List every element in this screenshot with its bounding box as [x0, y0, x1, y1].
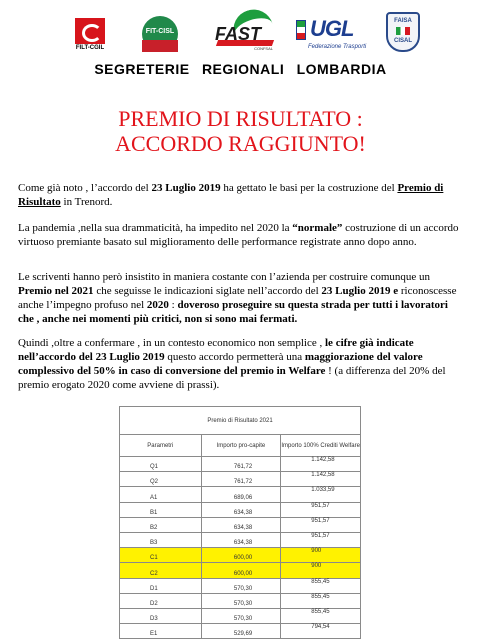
pro-capite-cell: 600,00 — [201, 548, 281, 563]
param-cell: Q2 — [120, 472, 202, 487]
welfare-cell: 900 — [281, 548, 361, 563]
p1-text-c: ha gettato le basi per la costruzione del — [220, 182, 398, 194]
welfare-cell: 855,45 — [281, 593, 361, 608]
pro-capite-cell: 634,38 — [201, 532, 281, 547]
faisa-shield-icon — [386, 12, 420, 52]
param-cell: A1 — [120, 487, 202, 502]
param-cell: B3 — [120, 532, 202, 547]
pro-capite-cell: 570,30 — [201, 608, 281, 623]
table-body — [120, 457, 361, 639]
table-row — [120, 593, 361, 608]
p3-text-g: : — [168, 299, 178, 311]
paragraph-2 — [18, 221, 464, 249]
param-cell: B1 — [120, 502, 202, 517]
pro-capite-cell: 761,72 — [201, 472, 281, 487]
p1-date: 23 Luglio 2019 — [151, 182, 221, 194]
pro-capite-cell: 570,30 — [201, 593, 281, 608]
param-cell: B2 — [120, 517, 202, 532]
pro-capite-cell: 634,38 — [201, 517, 281, 532]
ugl-logo — [296, 18, 378, 58]
welfare-cell: 1.142,58 — [281, 472, 361, 487]
table-caption: Premio di Risultato 2021 — [120, 407, 361, 435]
fast-label: FAST — [215, 24, 262, 44]
table-row — [120, 563, 361, 578]
paragraph-4 — [18, 336, 464, 392]
ugl-flag-icon — [296, 20, 306, 40]
param-cell: E1 — [120, 624, 202, 639]
p4-text-e: ! (a differenza del 20% del premio erogato 2020 come avviene di prassi). — [18, 365, 446, 391]
pro-capite-cell: 634,38 — [201, 502, 281, 517]
p3-text-e: riconoscesse anche l’impegno profuso nel — [18, 285, 457, 311]
p4-cifre: le cifre già indicate nell’accordo del 23 Luglio 2019 — [18, 337, 414, 363]
p3-text-c: che seguisse le indicazioni siglate nell’accordo del — [93, 285, 322, 297]
p1-premio: Premio di Risultato — [18, 182, 444, 208]
logo-row — [0, 6, 481, 58]
fast-logo — [207, 10, 275, 54]
pro-capite-cell: 600,00 — [201, 563, 281, 578]
p1-text-e: in Trenord. — [60, 196, 113, 208]
p4-text-a: Quindi ,oltre a confermare , in un contesto economico non semplice , — [18, 337, 325, 349]
pro-capite-cell: 761,72 — [201, 457, 281, 472]
ugl-label: UGL — [310, 16, 354, 41]
faisa-cisal-logo — [386, 12, 424, 58]
welfare-cell: 1.033,59 — [281, 487, 361, 502]
ugl-sub-label: Federazione Trasporti — [308, 44, 367, 50]
filt-cgil-label: FILT-CGIL — [75, 45, 105, 51]
paragraph-3 — [18, 270, 464, 326]
welfare-cell: 900 — [281, 563, 361, 578]
table-row — [120, 502, 361, 517]
param-cell: D3 — [120, 608, 202, 623]
p3-doveroso: doveroso proseguire su questa strada per tutti i lavoratori che , anche nei momenti più critici, non si sono mai fermati. — [18, 299, 448, 325]
p2-normale: “normale” — [292, 222, 343, 234]
welfare-cell: 794,54 — [281, 624, 361, 639]
param-cell: D1 — [120, 578, 202, 593]
welfare-cell: 1.142,58 — [281, 457, 361, 472]
p1-text-a: Come già noto , l’accordo del — [18, 182, 152, 194]
table-row — [120, 472, 361, 487]
segreterie-heading: SEGRETERIE REGIONALI LOMBARDIA — [94, 61, 387, 77]
p2-text-c: costruzione di un accordo virtuoso premiante basato sul miglioramento delle performance registrate anno dopo anno. — [18, 222, 459, 248]
fit-cisl-label: FIT-CISL — [145, 28, 175, 35]
fast-small-label: CONFSAL — [254, 46, 273, 51]
welfare-cell: 855,45 — [281, 608, 361, 623]
table-row — [120, 457, 361, 472]
p3-2020: 2020 — [146, 299, 169, 311]
param-cell: C2 — [120, 563, 202, 578]
p3-premio-2021: Premio nel 2021 — [18, 285, 94, 297]
table-row — [120, 624, 361, 639]
p4-text-c: questo accordo permetterà una — [164, 351, 305, 363]
welfare-cell: 951,57 — [281, 502, 361, 517]
filt-cgil-logo — [70, 18, 110, 52]
pro-capite-cell: 689,06 — [201, 487, 281, 502]
page-title — [0, 106, 481, 156]
table-row — [120, 532, 361, 547]
paragraph-1 — [18, 181, 464, 209]
table-row — [120, 487, 361, 502]
table-row — [120, 517, 361, 532]
p4-maggiorazione: maggiorazione del valore complessivo del 50% in caso di conversione del premio in Welfare — [18, 351, 423, 377]
header-parametri: Parametri — [120, 435, 202, 457]
param-cell: D2 — [120, 593, 202, 608]
welfare-cell: 951,57 — [281, 532, 361, 547]
faisa-flag-icon — [396, 27, 410, 35]
param-cell: C1 — [120, 548, 202, 563]
table-row — [120, 548, 361, 563]
premio-table — [119, 406, 361, 639]
header-importo-welfare: Importo 100% Crediti Welfare — [281, 435, 361, 457]
p3-text-a: Le scriventi hanno però insistito in maniera costante con l’azienda per costruire comunque un — [18, 271, 431, 283]
p2-text-a: La pandemia ,nella sua drammaticità, ha impedito nel 2020 la — [18, 222, 293, 234]
cisal-label: CISAL — [394, 38, 412, 44]
table-row — [120, 608, 361, 623]
param-cell: Q1 — [120, 457, 202, 472]
faisa-label: FAISA — [394, 18, 412, 24]
table-row — [120, 578, 361, 593]
welfare-cell: 855,45 — [281, 578, 361, 593]
fit-cisl-logo — [138, 16, 182, 56]
pro-capite-cell: 570,30 — [201, 578, 281, 593]
header-importo-pro-capite: Importo pro-capite — [201, 435, 281, 457]
title-line-1: PREMIO DI RISULTATO : — [118, 106, 363, 131]
title-line-2: ACCORDO RAGGIUNTO! — [115, 131, 366, 156]
premio-table-container — [119, 406, 361, 639]
filt-cgil-icon — [75, 18, 105, 44]
welfare-cell: 951,57 — [281, 517, 361, 532]
p3-date: 23 Luglio 2019 e — [321, 285, 399, 297]
pro-capite-cell: 529,69 — [201, 624, 281, 639]
